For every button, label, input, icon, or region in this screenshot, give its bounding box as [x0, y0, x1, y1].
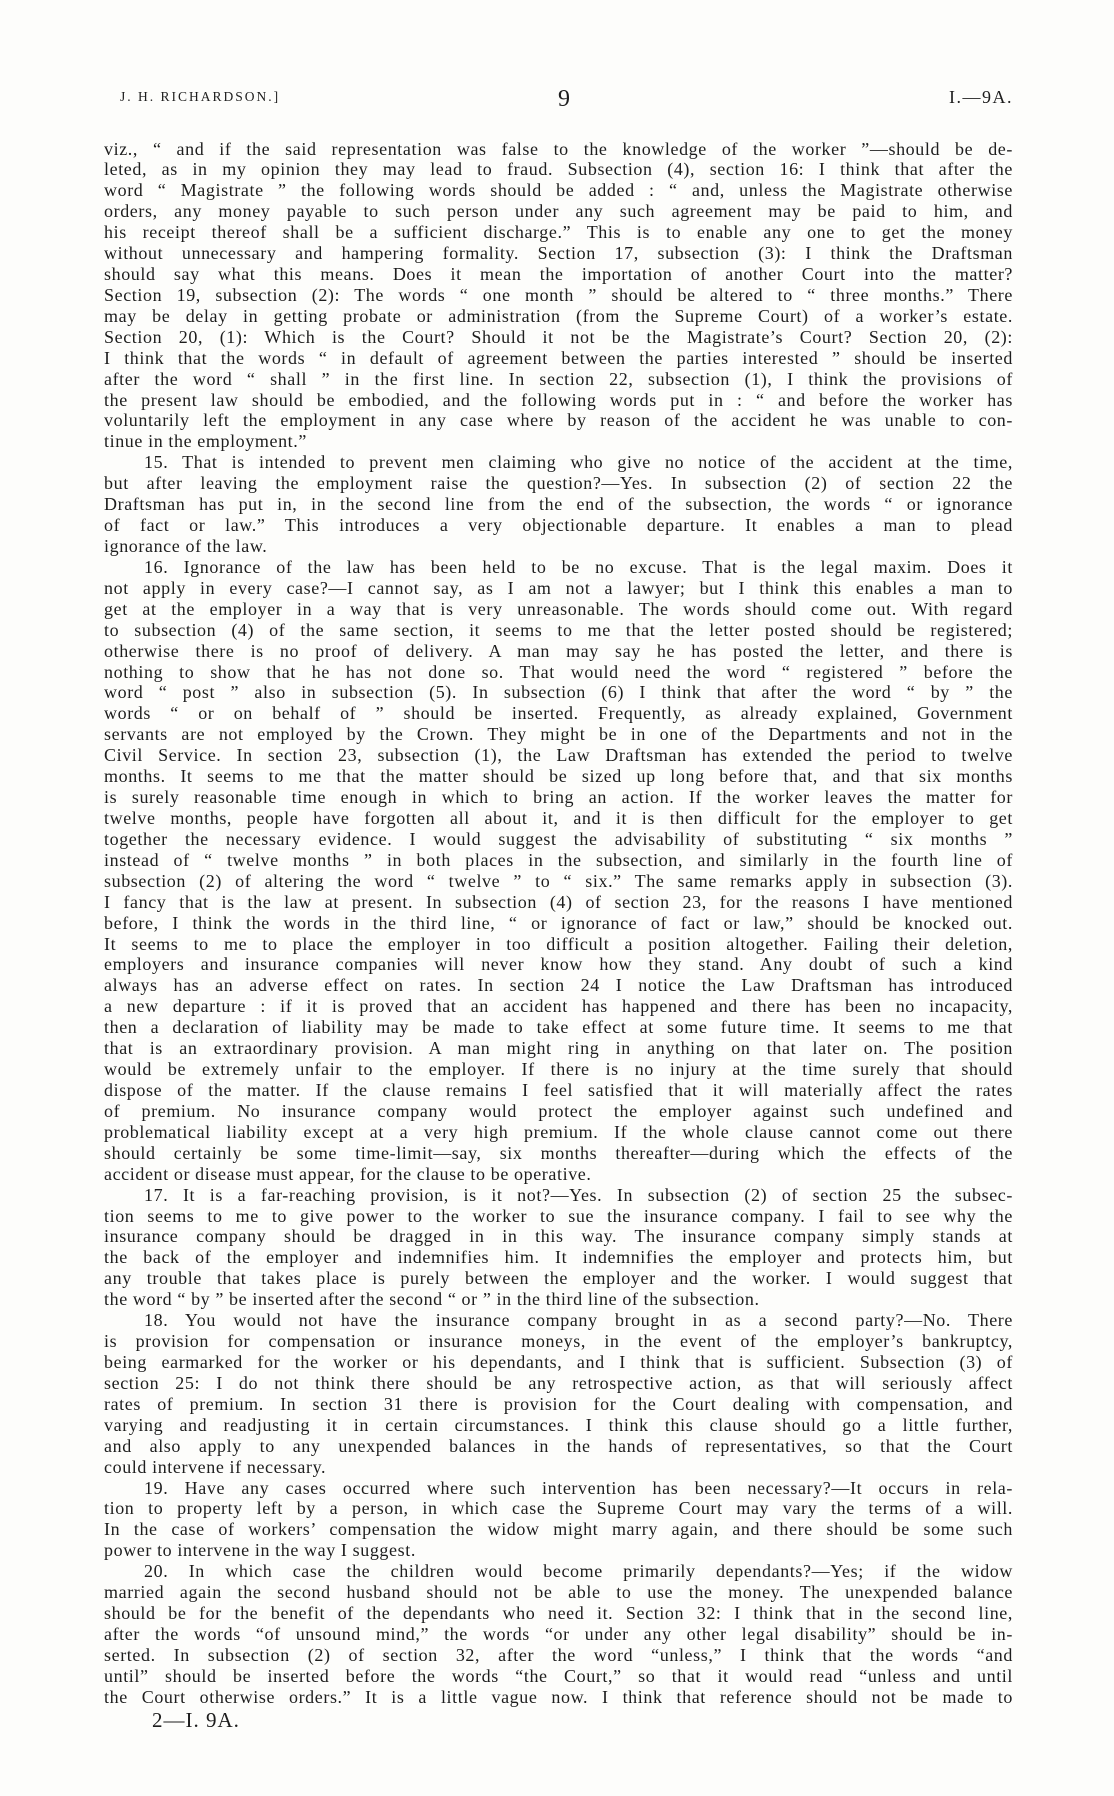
text-line: is provision for compensation or insurance moneys, in the event of the employer’s bankruptcy, — [104, 1331, 1013, 1352]
text-line: the back of the employer and indemnifies him. It indemnifies the employer and protects him, but — [104, 1247, 1013, 1268]
text-line: orders, any money payable to such person under any such agreement may be paid to him, and — [104, 201, 1013, 222]
paper-reference: I.—9A. — [949, 87, 1013, 107]
text-line: a new departure : if it is proved that an accident has happened and there has been no incapacity, — [104, 996, 1013, 1017]
text-line: 19. Have any cases occurred where such intervention has been necessary?—It occurs in rela- — [144, 1477, 1013, 1498]
text-line: insurance company should be dragged in in this way. The insurance company simply stands at — [104, 1226, 1013, 1247]
text-line: any trouble that takes place is purely between the employer and the worker. I would suggest that — [104, 1268, 1013, 1289]
text-line: It seems to me to place the employer in too difficult a position altogether. Failing their deletion, — [104, 933, 1013, 954]
text-line: dispose of the matter. If the clause remains I feel satisfied that it will materially affect the rates — [104, 1079, 1013, 1100]
text-line: until” should be inserted before the words “the Court,” so that it would read “unless and until — [104, 1665, 1013, 1686]
text-line: should be for the benefit of the dependants who need it. Section 32: I think that in the second line, — [104, 1603, 1013, 1624]
paragraph-15 — [104, 452, 1013, 557]
text-line: of premium. No insurance company would protect the employer against such undefined and — [104, 1100, 1013, 1121]
text-line: Draftsman has put in, in the second line from the end of the subsection, the words “ or ignorance — [104, 494, 1013, 515]
text-line: the word “ by ” be inserted after the second “ or ” in the third line of the subsection. — [104, 1289, 760, 1310]
text-line: leted, as in my opinion they may lead to fraud. Subsection (4), section 16: I think that after the — [104, 159, 1013, 180]
text-line: always has an adverse effect on rates. In section 24 I notice the Law Draftsman has introduced — [104, 975, 1013, 996]
text-line: should say what this means. Does it mean the importation of another Court into the matter? — [104, 264, 1013, 285]
text-line: word “ Magistrate ” the following words should be added : “ and, unless the Magistrate otherwise — [104, 180, 1013, 201]
text-line: voluntarily left the employment in any case where by reason of the accident he was unable to con- — [104, 410, 1013, 431]
paragraph-19 — [104, 1478, 1013, 1562]
text-line: 18. You would not have the insurance company brought in as a second party?—No. There — [144, 1310, 1013, 1331]
text-line: varying and readjusting it in certain circumstances. I think this clause should go a little further, — [104, 1414, 1013, 1435]
text-line: then a declaration of liability may be made to take effect at some future time. It seems to me that — [104, 1017, 1013, 1038]
text-line: before, I think the words in the third line, “ or ignorance of fact or law,” should be knocked out. — [104, 912, 1013, 933]
text-line: after the word “ shall ” in the first line. In section 22, subsection (1), I think the provisions of — [104, 368, 1013, 389]
text-line: 17. It is a far-reaching provision, is it not?—Yes. In subsection (2) of section 25 the subsec- — [144, 1184, 1013, 1205]
text-line: accident or disease must appear, for the clause to be operative. — [104, 1163, 592, 1184]
text-line: In the case of workers’ compensation the widow might marry again, and there should be some such — [104, 1519, 1013, 1540]
text-line: but after leaving the employment raise the question?—Yes. In subsection (2) of section 22 the — [104, 473, 1013, 494]
paragraph-18 — [104, 1310, 1013, 1477]
text-line: nothing to show that he has not done so. That would need the word “ registered ” before the — [104, 661, 1013, 682]
text-line: being earmarked for the worker or his dependants, and I think that is sufficient. Subsection (3) of — [104, 1351, 1013, 1372]
text-line: his receipt thereof shall be a sufficient discharge.” This is to enable any one to get the money — [104, 222, 1013, 243]
text-line: employers and insurance companies will never know how they stand. Any doubt of such a kind — [104, 954, 1013, 975]
paragraph-20 — [104, 1561, 1013, 1707]
text-line: rates of premium. In section 31 there is provision for the Court dealing with compensation, and — [104, 1393, 1013, 1414]
text-line: subsection (2) of altering the word “ twelve ” to “ six.” The same remarks apply in subsection (3). — [104, 870, 1013, 891]
text-line: otherwise there is no proof of delivery. A man may say he has posted the letter, and there is — [104, 640, 1013, 661]
text-line: the Court otherwise orders.” It is a little vague now. I think that reference should not be made to — [104, 1686, 1013, 1707]
page-number: 9 — [558, 86, 570, 112]
text-line: ignorance of the law. — [104, 536, 268, 557]
text-line: section 25: I do not think there should be any retrospective action, as that will seriously affect — [104, 1372, 1013, 1393]
text-line: of fact or law.” This introduces a very objectionable departure. It enables a man to plead — [104, 515, 1013, 536]
text-line: I think that the words “ in default of agreement between the parties interested ” should be inserted — [104, 347, 1013, 368]
text-line: not apply in every case?—I cannot say, as I am not a lawyer; but I think this enables a man to — [104, 577, 1013, 598]
text-line: Civil Service. In section 23, subsection (1), the Law Draftsman has extended the period to twelve — [104, 745, 1013, 766]
text-line: tion seems to me to give power to the worker to sue the insurance company. I fail to see why the — [104, 1205, 1013, 1226]
text-line: married again the second husband should not be able to use the money. The unexpended balance — [104, 1582, 1013, 1603]
text-line: tion to property left by a person, in which case the Supreme Court may vary the terms of a will. — [104, 1498, 1013, 1519]
text-line: may be delay in getting probate or administration (from the Supreme Court) of a worker’s estate. — [104, 305, 1013, 326]
text-line: 15. That is intended to prevent men claiming who give no notice of the accident at the time, — [144, 452, 1013, 473]
text-line: after the words “of unsound mind,” the words “or under any other legal disability” should be in- — [104, 1623, 1013, 1644]
text-line: months. It seems to me that the matter should be sized up long before that, and that six months — [104, 766, 1013, 787]
text-line: serted. In subsection (2) of section 32, after the word “unless,” I think that the words “and — [104, 1644, 1013, 1665]
text-line: get at the employer in a way that is very unreasonable. The words should come out. With regard — [104, 598, 1013, 619]
text-line: Section 20, (1): Which is the Court? Should it not be the Magistrate’s Court? Section 20, (2): — [104, 326, 1013, 347]
paragraph-continued — [104, 139, 1013, 453]
text-line: servants are not employed by the Crown. They might be in one of the Departments and not in the — [104, 724, 1013, 745]
text-line: the present law should be embodied, and the following words put in : “ and before the worker has — [104, 389, 1013, 410]
text-line: without unnecessary and hampering formality. Section 17, subsection (3): I think the Draftsman — [104, 243, 1013, 264]
text-line: should certainly be some time-limit—say, six months thereafter—during which the effects of the — [104, 1142, 1013, 1163]
text-line: twelve months, people have forgotten all about it, and it is then difficult for the employer to get — [104, 808, 1013, 828]
text-line: and also apply to any unexpended balances in the hands of representatives, so that the Court — [104, 1435, 1013, 1456]
text-line: to subsection (4) of the same section, it seems to me that the letter posted should be registered; — [104, 619, 1013, 640]
text-line: word “ post ” also in subsection (5). In subsection (6) I think that after the word “ by ” the — [104, 682, 1013, 703]
evidence-text — [104, 139, 1013, 1708]
text-line: 20. In which case the children would become primarily dependants?—Yes; if the widow — [144, 1561, 1013, 1582]
text-line: viz., “ and if the said representation was false to the knowledge of the worker ”—should be de- — [104, 138, 1013, 159]
text-line: that is an extraordinary provision. A man might ring in anything on that later on. The position — [104, 1038, 1013, 1059]
signature-mark: 2—I. 9A. — [152, 1708, 240, 1732]
text-line: instead of “ twelve months ” in both places in the subsection, and similarly in the fourth line of — [104, 849, 1013, 870]
text-line: Section 19, subsection (2): The words “ one month ” should be altered to “ three months.” There — [104, 284, 1013, 305]
text-line: I fancy that is the law at present. In subsection (4) of section 23, for the reasons I have mentioned — [104, 891, 1013, 912]
paragraph-16 — [104, 557, 1013, 1185]
running-head-author: J. H. RICHARDSON.] — [120, 89, 281, 104]
text-line: 16. Ignorance of the law has been held to be no excuse. That is the legal maxim. Does it — [144, 556, 1013, 577]
text-line: would be extremely unfair to the employer. If there is no injury at the time surely that should — [104, 1059, 1013, 1080]
text-line: words “ or on behalf of ” should be inserted. Frequently, as already explained, Government — [104, 703, 1013, 724]
text-line: power to intervene in the way I suggest. — [104, 1540, 416, 1561]
text-line: is surely reasonable time enough in which to bring an action. If the worker leaves the matter for — [104, 787, 1013, 808]
paragraph-17 — [104, 1185, 1013, 1311]
text-line: together the necessary evidence. I would suggest the advisability of substituting “ six months ” — [104, 828, 1013, 849]
text-line: could intervene if necessary. — [104, 1456, 327, 1477]
text-line: problematical liability except at a very high premium. If the whole clause cannot come out there — [104, 1121, 1013, 1142]
text-line: tinue in the employment.” — [104, 431, 307, 452]
